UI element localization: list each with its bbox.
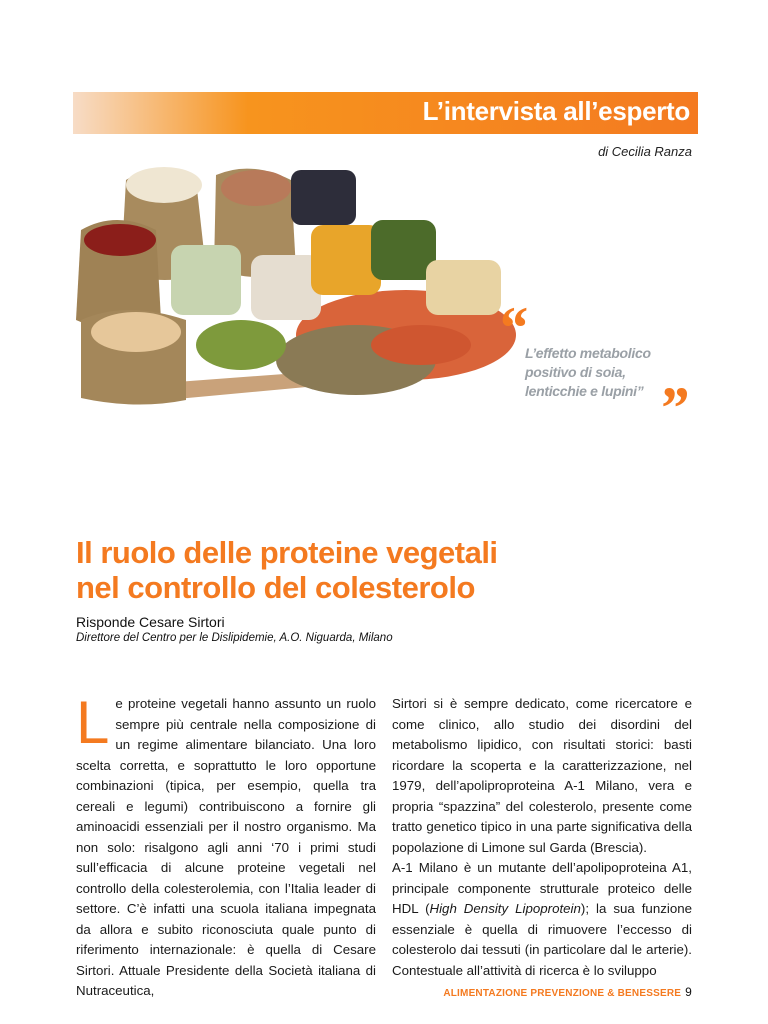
quote-close-mark: ” — [658, 375, 688, 441]
section-title: L’intervista all’esperto — [422, 96, 690, 126]
emphasis: High Density Lipoprotein — [429, 901, 581, 916]
page-number: 9 — [685, 985, 692, 999]
column-left — [76, 689, 376, 1002]
article-title — [76, 535, 676, 605]
title-line-1: Il ruolo delle proteine vegetali — [76, 535, 498, 570]
drop-cap: L — [76, 689, 110, 756]
section-banner — [73, 92, 698, 134]
title-line-2: nel controllo del colesterolo — [76, 570, 475, 605]
respondent-name: Risponde Cesare Sirtori — [76, 614, 225, 630]
quote-open-mark: “ — [497, 295, 527, 361]
paragraph-part: A-1 Milano è un mutante dell’apolipoproteina A1, principale componente strutturale proteico delle HDL ( — [392, 860, 692, 916]
magazine-name: ALIMENTAZIONE PREVENZIONE & BENESSERE — [443, 988, 682, 999]
pull-quote: L’effetto metabolico positivo di soia, lenticchie e lupini” — [525, 345, 651, 399]
respondent-role: Direttore del Centro per le Dislipidemie, A.O. Niguarda, Milano — [76, 632, 393, 644]
column-right — [392, 694, 692, 981]
legumes-photo — [76, 160, 516, 410]
page-footer — [443, 985, 692, 999]
paragraph: e proteine vegetali hanno assunto un ruolo sempre più centrale nella composizione di un regime alimentare bilanciato. Una loro scelta corretta, e soprattutto le loro opportune combinazioni (tipica, per esempio, quella tra cereali e legumi) contribuiscono a fornire gli aminoacidi essenziali per il nostro organismo. Ma non solo: risalgono agli anni ‘70 i primi studi sull’efficacia di alcune proteine vegetali nel controllo della colesterolemia, con l’Italia leader di settore. C’è infatti una scuola italiana impegnata da allora e subito riconosciuta quale punto di riferimento internazionale: è quella di Cesare Sirtori. Attuale Presidente della Società italiana di Nutraceutica, — [76, 696, 376, 998]
byline: di Cecilia Ranza — [598, 144, 692, 159]
paragraph-part: ); la sua funzione essenziale è quella di rimuovere l’eccesso di colesterolo dai tessuti (in particolare dal le arterie). Contestuale all’attività di ricerca è lo sviluppo — [392, 901, 692, 978]
paragraph: Sirtori si è sempre dedicato, come ricercatore e come clinico, allo studio dei disordini del metabolismo lipidico, con risultati storici: basti ricordare la scoperta e la caratterizzazione, nel 1979, dell’apoliproproteina A-1 Milano, vera e propria “spazzina” del colesterolo, presente come tratto genetico tipico in una parte significativa della popolazione di Limone sul Garda (Brescia). — [392, 696, 692, 855]
paragraph — [392, 858, 692, 981]
